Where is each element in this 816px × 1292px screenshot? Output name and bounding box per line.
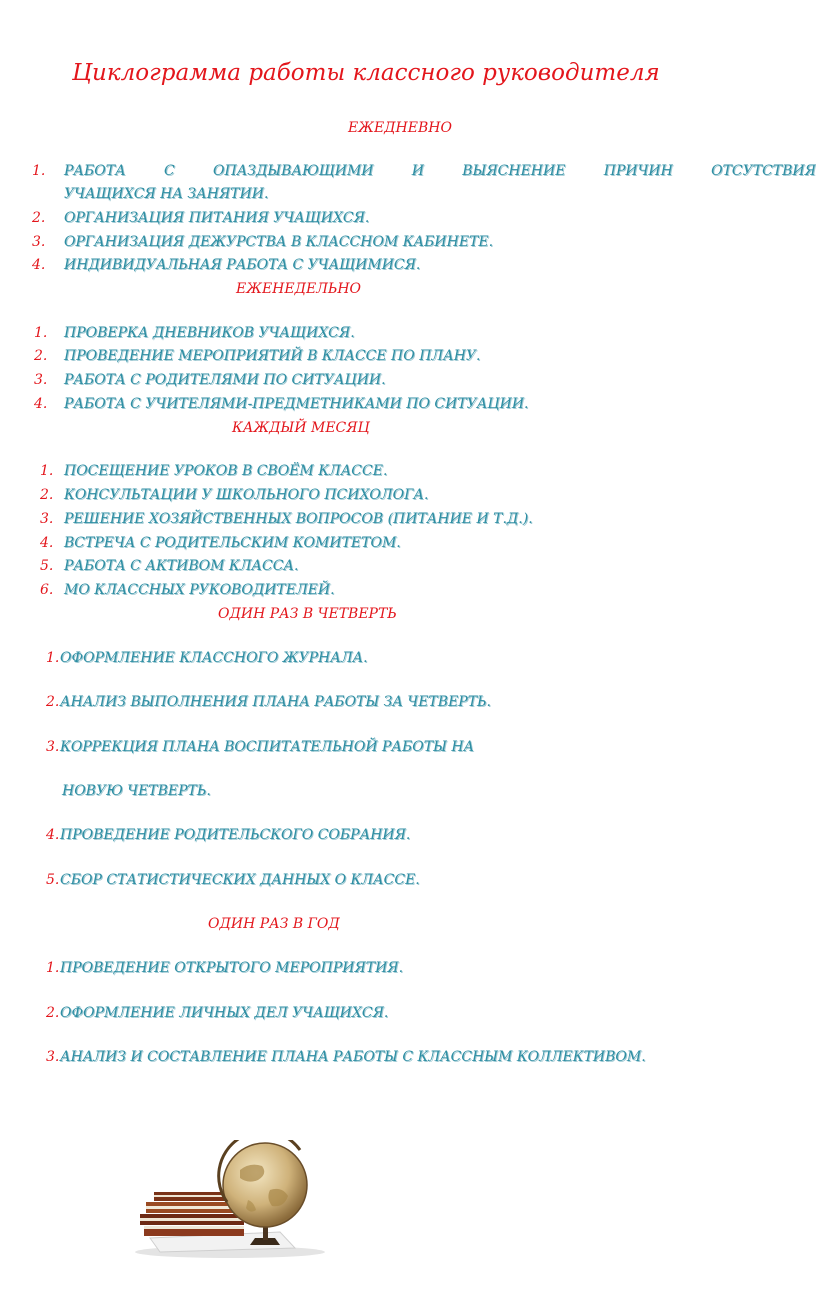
item-number: 4. — [40, 535, 54, 551]
globe-and-books-icon — [130, 1140, 330, 1260]
section-heading-monthly: КАЖДЫЙ МЕСЯЦ — [232, 420, 370, 436]
item-number: 2. — [46, 694, 60, 710]
quarterly-item-3: КОРРЕКЦИЯ ПЛАНА ВОСПИТАТЕЛЬНОЙ РАБОТЫ НА — [60, 739, 475, 755]
quarterly-item-4: ПРОВЕДЕНИЕ РОДИТЕЛЬСКОГО СОБРАНИЯ. — [60, 827, 411, 843]
monthly-item-2: КОНСУЛЬТАЦИИ У ШКОЛЬНОГО ПСИХОЛОГА. — [64, 487, 429, 503]
section-heading-yearly: ОДИН РАЗ В ГОД — [208, 916, 340, 932]
item-number: 3. — [32, 234, 46, 250]
monthly-item-1: ПОСЕЩЕНИЕ УРОКОВ В СВОЁМ КЛАССЕ. — [64, 463, 388, 479]
weekly-item-1: ПРОВЕРКА ДНЕВНИКОВ УЧАЩИХСЯ. — [64, 325, 355, 341]
item-number: 2. — [46, 1005, 60, 1021]
page-title: Циклограмма работы классного руководителя — [72, 60, 660, 86]
item-number: 1. — [46, 960, 60, 976]
item-number: 4. — [46, 827, 60, 843]
item-number: 2. — [34, 348, 48, 364]
monthly-item-3: РЕШЕНИЕ ХОЗЯЙСТВЕННЫХ ВОПРОСОВ (ПИТАНИЕ И Т.Д.). — [64, 511, 533, 527]
item-number: 3. — [46, 739, 60, 755]
weekly-item-3: РАБОТА С РОДИТЕЛЯМИ ПО СИТУАЦИИ. — [64, 372, 386, 388]
item-number: 4. — [32, 257, 46, 273]
daily-item-3: ОРГАНИЗАЦИЯ ДЕЖУРСТВА В КЛАССНОМ КАБИНЕТЕ. — [64, 234, 494, 250]
item-number: 1. — [34, 325, 48, 341]
daily-item-1-line-2: УЧАЩИХСЯ НА ЗАНЯТИИ. — [64, 186, 269, 202]
section-heading-daily: ЕЖЕДНЕВНО — [348, 120, 452, 136]
section-heading-weekly: ЕЖЕНЕДЕЛЬНО — [236, 281, 362, 297]
quarterly-item-1: ОФОРМЛЕНИЕ КЛАССНОГО ЖУРНАЛА. — [60, 650, 368, 666]
quarterly-item-2: АНАЛИЗ ВЫПОЛНЕНИЯ ПЛАНА РАБОТЫ ЗА ЧЕТВЕРТЬ. — [60, 694, 491, 710]
quarterly-item-3-line-2: НОВУЮ ЧЕТВЕРТЬ. — [62, 783, 211, 799]
item-number: 6. — [40, 582, 54, 598]
section-heading-quarterly: ОДИН РАЗ В ЧЕТВЕРТЬ — [218, 606, 397, 622]
weekly-item-2: ПРОВЕДЕНИЕ МЕРОПРИЯТИЙ В КЛАССЕ ПО ПЛАНУ. — [64, 348, 481, 364]
monthly-item-4: ВСТРЕЧА С РОДИТЕЛЬСКИМ КОМИТЕТОМ. — [64, 535, 401, 551]
weekly-item-4: РАБОТА С УЧИТЕЛЯМИ-ПРЕДМЕТНИКАМИ ПО СИТУАЦИИ. — [64, 396, 529, 412]
item-number: 2. — [32, 210, 46, 226]
daily-item-4: ИНДИВИДУАЛЬНАЯ РАБОТА С УЧАЩИМИСЯ. — [64, 257, 421, 273]
item-number: 3. — [40, 511, 54, 527]
item-number: 3. — [46, 1049, 60, 1065]
item-number: 2. — [40, 487, 54, 503]
daily-item-2: ОРГАНИЗАЦИЯ ПИТАНИЯ УЧАЩИХСЯ. — [64, 210, 370, 226]
quarterly-item-5: СБОР СТАТИСТИЧЕСКИХ ДАННЫХ О КЛАССЕ. — [60, 872, 420, 888]
item-number: 5. — [40, 558, 54, 574]
item-number: 1. — [32, 163, 46, 179]
monthly-item-6: МО КЛАССНЫХ РУКОВОДИТЕЛЕЙ. — [64, 582, 335, 598]
daily-item-1-line-1: РАБОТА С ОПАЗДЫВАЮЩИМИ И ВЫЯСНЕНИЕ ПРИЧИН ОТСУТСТВИЯ — [64, 163, 816, 179]
yearly-item-2: ОФОРМЛЕНИЕ ЛИЧНЫХ ДЕЛ УЧАЩИХСЯ. — [60, 1005, 389, 1021]
yearly-item-1: ПРОВЕДЕНИЕ ОТКРЫТОГО МЕРОПРИЯТИЯ. — [60, 960, 404, 976]
item-number: 1. — [40, 463, 54, 479]
item-number: 4. — [34, 396, 48, 412]
item-number: 3. — [34, 372, 48, 388]
yearly-item-3: АНАЛИЗ И СОСТАВЛЕНИЕ ПЛАНА РАБОТЫ С КЛАССНЫМ КОЛЛЕКТИВОМ. — [60, 1049, 646, 1065]
monthly-item-5: РАБОТА С АКТИВОМ КЛАССА. — [64, 558, 299, 574]
item-number: 1. — [46, 650, 60, 666]
item-number: 5. — [46, 872, 60, 888]
